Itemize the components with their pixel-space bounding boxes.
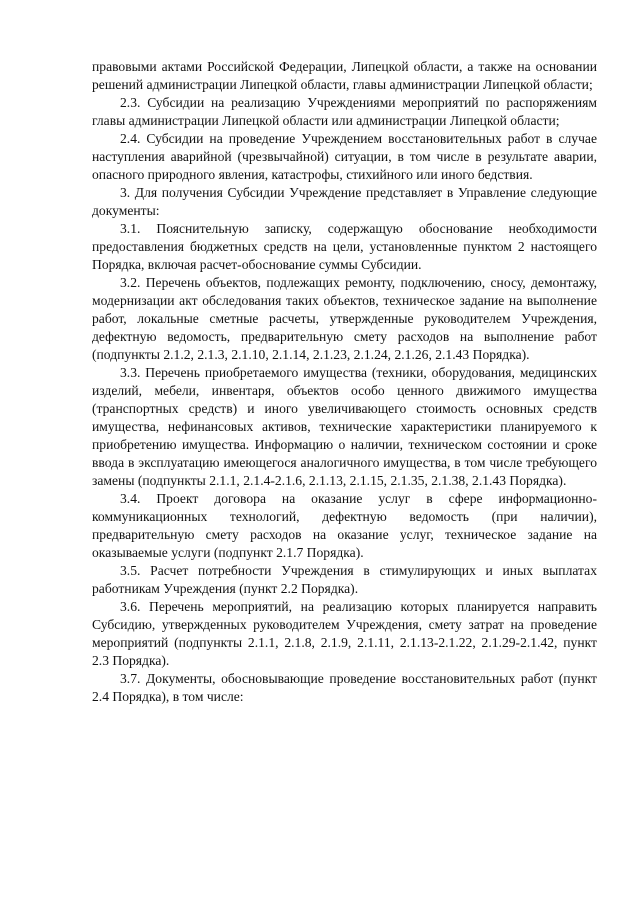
paragraph-2-4: 2.4. Субсидии на проведение Учреждением восстановительных работ в случае наступления аварийной (чрезвычайной) ситуации, в том числе в результате аварии, опасного природного явления, катастрофы, стихийного или иного бедствия. <box>92 131 597 182</box>
paragraph-3-7: 3.7. Документы, обосновывающие проведение восстановительных работ (пункт 2.4 Порядка), в том числе: <box>92 671 597 704</box>
paragraph-3-2: 3.2. Перечень объектов, подлежащих ремонту, подключению, сносу, демонтажу, модернизации акт обследования таких объектов, техническое задание на выполнение работ, локальные сметные расчеты, утвержденные руководителем Учреждения, дефектную ведомость, предварительную смету расходов на выполнение работ (подпункты 2.1.2, 2.1.3, 2.1.10, 2.1.14, 2.1.23, 2.1.24, 2.1.26, 2.1.43 Порядка). <box>92 275 597 362</box>
paragraph-3-3: 3.3. Перечень приобретаемого имущества (техники, оборудования, медицинских изделий, мебели, инвентаря, объектов особо ценного движимого имущества (транспортных средств) и иного увеличивающего стоимость основных средств имущества, нефинансовых активов, технические характеристики планируемого к приобретению имущества. Информацию о наличии, техническом состоянии и сроке ввода в эксплуатацию имеющегося аналогичного имущества, в том числе требующего замены (подпункты 2.1.1, 2.1.4-2.1.6, 2.1.13, 2.1.15, 2.1.35, 2.1.38, 2.1.43 Порядка). <box>92 365 597 488</box>
paragraph-3-4: 3.4. Проект договора на оказание услуг в сфере информационно-коммуникационных технологий, дефектную ведомость (при наличии), предварительную смету расходов на оказание услуг, техническое задание на оказываемые услуги (подпункт 2.1.7 Порядка). <box>92 491 597 560</box>
document-body <box>92 58 597 706</box>
paragraph-3-6: 3.6. Перечень мероприятий, на реализацию которых планируется направить Субсидию, утвержденных руководителем Учреждения, смету затрат на проведение мероприятий (подпункты 2.1.1, 2.1.8, 2.1.9, 2.1.11, 2.1.13-2.1.22, 2.1.29-2.1.42, пункт 2.3 Порядка). <box>92 599 597 668</box>
paragraph-3: 3. Для получения Субсидии Учреждение представляет в Управление следующие документы: <box>92 185 597 218</box>
paragraph-continuation: правовыми актами Российской Федерации, Липецкой области, а также на основании решений администрации Липецкой области, главы администрации Липецкой области; <box>92 59 597 92</box>
paragraph-2-3: 2.3. Субсидии на реализацию Учреждениями мероприятий по распоряжениям главы администрации Липецкой области или администрации Липецкой области; <box>92 95 597 128</box>
paragraph-3-5: 3.5. Расчет потребности Учреждения в стимулирующих и иных выплатах работникам Учреждения (пункт 2.2 Порядка). <box>92 563 597 596</box>
paragraph-3-1: 3.1. Пояснительную записку, содержащую обоснование необходимости предоставления бюджетных средств на цели, установленные пунктом 2 настоящего Порядка, включая расчет-обоснование суммы Субсидии. <box>92 221 597 272</box>
